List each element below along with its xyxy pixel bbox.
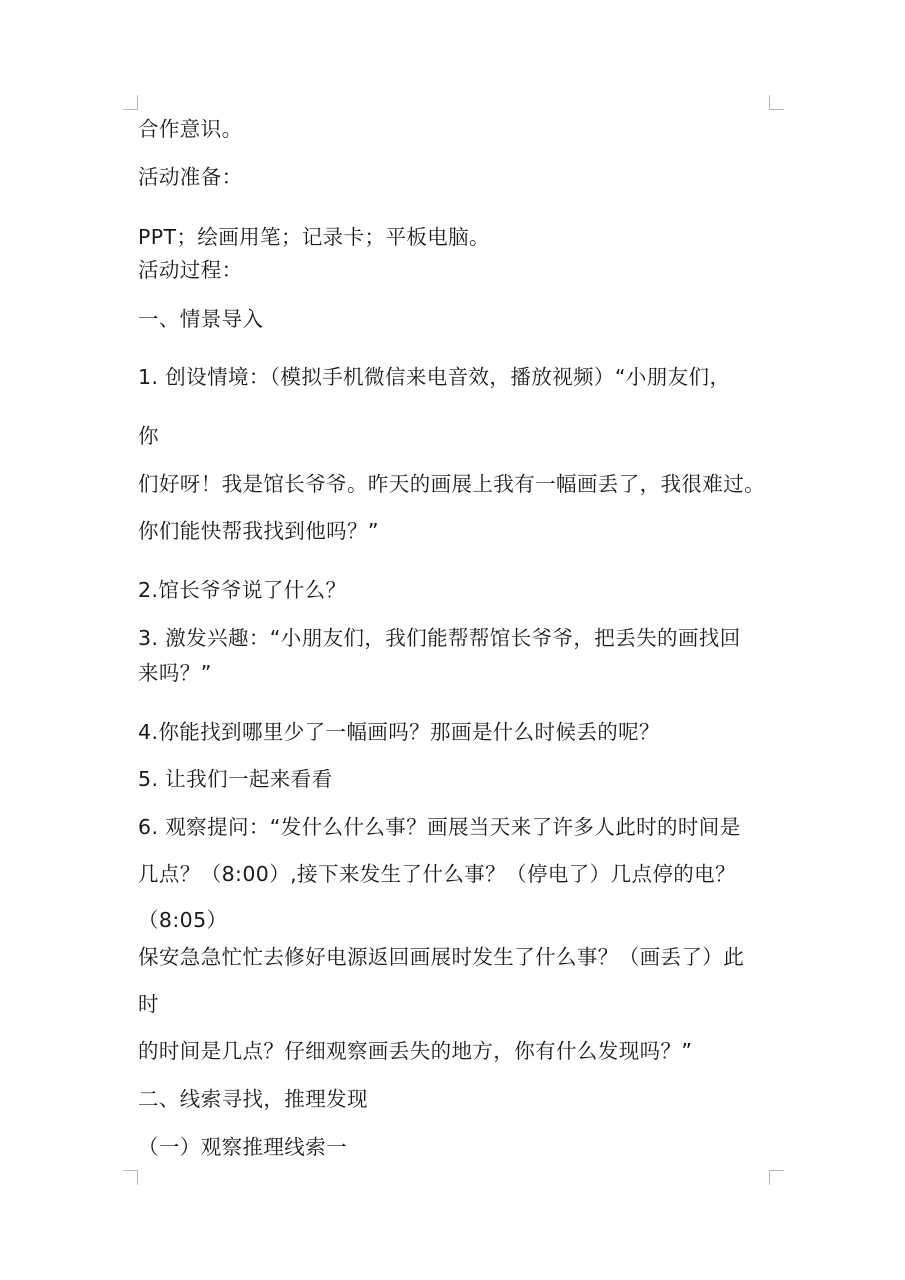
text-line: 1. 创设情境：（模拟手机微信来电音效，播放视频）“小朋友们， [138, 365, 731, 389]
crop-mark-top-right [769, 95, 784, 110]
text-line: 你 [138, 424, 159, 448]
text-line: 4.你能找到哪里少了一幅画吗？那画是什么时候丢的呢？ [138, 720, 660, 744]
section-heading: 一、情景导入 [138, 307, 264, 331]
text-line: 保安急急忙忙去修好电源返回画展时发生了什么事？（画丢了）此 [138, 945, 745, 969]
text-line: 的时间是几点？仔细观察画丢失的地方，你有什么发现吗？” [138, 1039, 693, 1063]
text-line: 活动准备： [138, 165, 243, 189]
text-line: 5. 让我们一起来看看 [138, 767, 333, 791]
text-line: 们好呀！我是馆长爷爷。昨天的画展上我有一幅画丢了，我很难过。 [138, 472, 765, 496]
crop-mark-top-left [123, 95, 138, 110]
subsection-heading: （一）观察推理线索一 [138, 1135, 347, 1159]
text-line: 几点？（8:00）,接下来发生了什么事？（停电了）几点停的电？ [138, 862, 736, 886]
crop-mark-bottom-right [769, 1170, 784, 1185]
text-line: 2.馆长爷爷说了什么？ [138, 578, 347, 602]
text-line: （8:05） [138, 908, 228, 932]
text-line: 合作意识。 [138, 117, 243, 141]
section-heading: 二、线索寻找，推理发现 [138, 1087, 368, 1111]
text-line: 时 [138, 992, 159, 1016]
text-line: PPT；绘画用笔；记录卡；平板电脑。 [138, 225, 490, 249]
text-line: 来吗？” [138, 661, 212, 685]
text-line: 你们能快帮我找到他吗？” [138, 519, 379, 543]
text-line: 活动过程： [138, 258, 243, 282]
text-line: 6. 观察提问：“发什么什么事？画展当天来了许多人此时的时间是 [138, 815, 741, 839]
crop-mark-bottom-left [123, 1170, 138, 1185]
text-line: 3. 激发兴趣：“小朋友们，我们能帮帮馆长爷爷，把丢失的画找回 [138, 626, 741, 650]
